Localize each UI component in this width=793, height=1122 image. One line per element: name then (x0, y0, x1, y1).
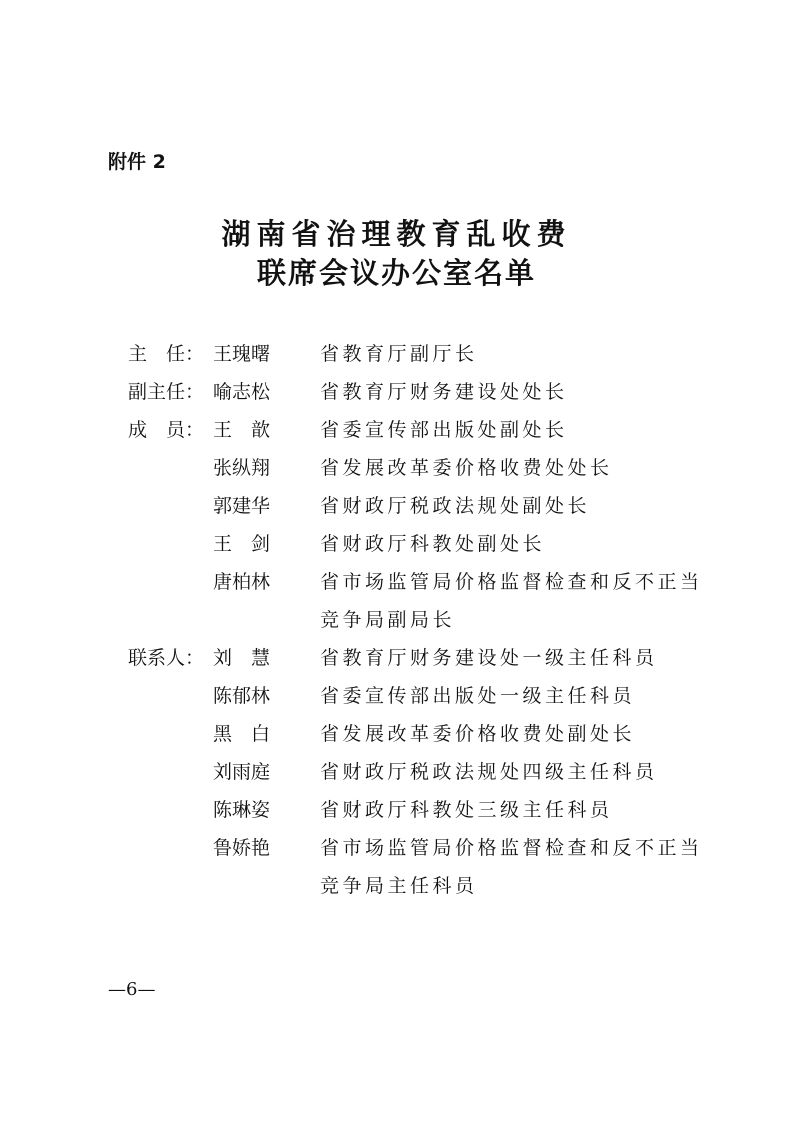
roster-row-contact (0, 719, 793, 749)
document-title-line-1: 湖南省治理教育乱收费 (221, 217, 572, 251)
person-name: 黑 白 (213, 723, 271, 745)
person-name: 陈郁林 (213, 685, 271, 707)
roster-row-member (0, 491, 793, 521)
position-text: 省市场监管局价格监督检查和反不正当 (320, 571, 703, 593)
position-text: 省财政厅科教处副处长 (320, 533, 546, 555)
position-text: 省财政厅税政法规处四级主任科员 (320, 761, 658, 783)
position-text: 省教育厅副厅长 (320, 343, 478, 365)
position-text: 省委宣传部出版处副处长 (320, 419, 568, 441)
page-number: —6— (108, 979, 156, 1000)
roster-row-continuation (0, 605, 793, 635)
position-text-continued: 竞争局副局长 (320, 609, 456, 631)
position-text: 省委宣传部出版处一级主任科员 (320, 685, 636, 707)
person-name: 喻志松 (213, 381, 271, 403)
person-name: 王 歆 (213, 419, 271, 441)
position-text: 省教育厅财务建设处一级主任科员 (320, 647, 658, 669)
position-text: 省财政厅科教处三级主任科员 (320, 799, 613, 821)
roster-row-member (0, 567, 793, 597)
roster-row-deputy (0, 377, 793, 407)
roster-row-member (0, 453, 793, 483)
position-text: 省市场监管局价格监督检查和反不正当 (320, 837, 703, 859)
person-name: 王瑰曙 (213, 343, 271, 365)
roster-row-director (0, 339, 793, 369)
person-name: 刘雨庭 (213, 761, 271, 783)
attachment-label: 附件 2 (108, 151, 166, 173)
roster-row-continuation (0, 871, 793, 901)
position-text: 省财政厅税政法规处副处长 (320, 495, 591, 517)
person-name: 郭建华 (213, 495, 271, 517)
person-name: 陈琳姿 (213, 799, 271, 821)
document-title-line-2: 联席会议办公室名单 (256, 256, 536, 290)
roster-row-contact (0, 833, 793, 863)
person-name: 张纵翔 (213, 457, 271, 479)
role-label: 副主任： (128, 381, 205, 403)
role-label: 主 任： (128, 343, 205, 365)
roster-row-contact (0, 795, 793, 825)
person-name: 鲁娇艳 (213, 837, 271, 859)
position-text: 省发展改革委价格收费处副处长 (320, 723, 636, 745)
roster-row-member (0, 415, 793, 445)
roster-row-member (0, 529, 793, 559)
person-name: 唐柏林 (213, 571, 271, 593)
position-text: 省发展改革委价格收费处处长 (320, 457, 613, 479)
role-label: 成 员： (128, 419, 205, 441)
position-text-continued: 竞争局主任科员 (320, 875, 478, 897)
position-text: 省教育厅财务建设处处长 (320, 381, 568, 403)
roster-row-contact (0, 643, 793, 673)
roster-row-contact (0, 681, 793, 711)
person-name: 刘 慧 (213, 647, 271, 669)
role-label: 联系人： (128, 647, 205, 669)
roster-row-contact (0, 757, 793, 787)
person-name: 王 剑 (213, 533, 271, 555)
